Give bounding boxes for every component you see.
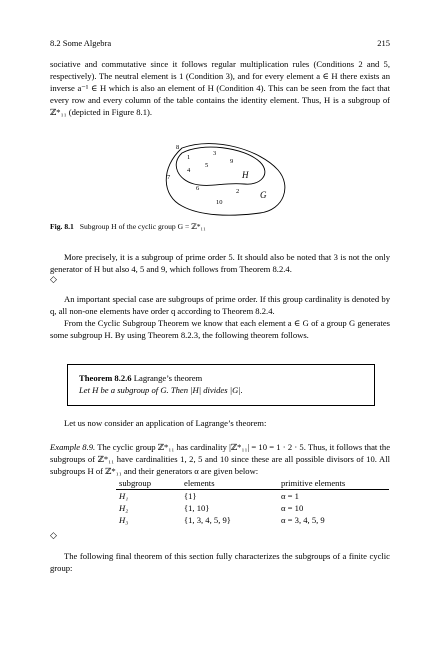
- theorem-title: [79, 372, 363, 384]
- example-text: The cyclic group ℤ*₁₁ has cardinality |ℤ*₁₁| = 10 = 1 · 2 · 5. Thus, it follows that the subgroups of ℤ*₁₁ have cardinalities 1, 2, 5 and 10 since these are all possible divisors of 10. All subgroups H of ℤ*₁₁ and their generators α are given below:: [50, 442, 391, 476]
- figure-caption-text: Subgroup H of the cyclic group G = ℤ*₁₁: [79, 222, 206, 231]
- example-paragraph: [50, 441, 390, 477]
- figure-caption: [50, 222, 206, 231]
- outer-element-10: 10: [216, 199, 223, 206]
- paragraph-1: sociative and commutative since it follows regular multiplication rules (Conditions 2 and 5, respectively). The neutral element is 1 (Condition 3), and for every element a ∈ H there exists an inverse a⁻¹ ∈ H which is also an element of H (Condition 4). This can be seen from the fact that every row and every column of the table contains the identity element. Thus, H is a subgroup of ℤ*₁₁ (depicted in Figure 8.1).: [50, 59, 390, 117]
- subgroup-label-h: H: [242, 170, 249, 180]
- inner-element-9: 9: [230, 158, 234, 165]
- outer-element-8: 8: [176, 144, 180, 151]
- outer-element-6: 6: [196, 185, 200, 192]
- theorem-statement: Let H be a subgroup of G. Then |H| divides |G|.: [79, 385, 243, 395]
- figure-caption-label: Fig. 8.1: [50, 222, 74, 231]
- end-of-example-symbol: ◇: [50, 274, 57, 284]
- table-header-primitive-elements: primitive elements: [278, 477, 389, 490]
- theorem-name: Lagrange’s theorem: [133, 373, 203, 383]
- paragraph-3: An important special case are subgroups of prime order. If this group cardinality is denoted by q, all non-one elements have order q according to Theorem 8.2.4.: [50, 294, 390, 316]
- table-header-row: [116, 477, 389, 490]
- paragraph-6: The following final theorem of this section fully characterizes the subgroups of a finite cyclic group:: [50, 551, 390, 573]
- table-cell: {1, 3, 4, 5, 9}: [184, 515, 231, 525]
- table-header-subgroup: subgroup: [116, 477, 181, 490]
- inner-element-1: 1: [187, 154, 191, 161]
- paragraph-4: From the Cyclic Subgroup Theorem we know that each element a ∈ G of a group G generates some subgroup H. By using Theorem 8.2.3, the following theorem follows.: [50, 318, 390, 340]
- inner-element-5: 5: [205, 162, 209, 169]
- section-title: 8.2 Some Algebra: [50, 38, 112, 48]
- inner-element-4: 4: [187, 167, 191, 174]
- table-cell: H₂: [119, 503, 129, 513]
- table-cell: H₃: [119, 515, 129, 525]
- paragraph-5: Let us now consider an application of Lagrange’s theorem:: [64, 418, 267, 428]
- page-number: 215: [377, 38, 390, 48]
- table-cell: α = 1: [281, 491, 299, 501]
- table-cell: α = 10: [281, 503, 304, 513]
- end-of-example-symbol-2: ◇: [50, 530, 57, 540]
- inner-element-3: 3: [213, 150, 217, 157]
- table-cell: {1}: [184, 491, 197, 501]
- group-label-g: G: [260, 190, 267, 200]
- table-cell: α = 3, 4, 5, 9: [281, 515, 325, 525]
- theorem-box: [67, 364, 375, 406]
- subgroup-table: [116, 477, 389, 526]
- table-row: [116, 502, 389, 514]
- paragraph-2: More precisely, it is a subgroup of prime order 5. It should also be noted that 3 is not the only generator of H but also 4, 5 and 9, which follows from Theorem 8.2.4.: [50, 252, 390, 274]
- outer-element-7: 7: [167, 174, 171, 181]
- outer-element-2: 2: [236, 188, 240, 195]
- table-cell: {1, 10}: [184, 503, 210, 513]
- table-cell: H₁: [119, 491, 129, 501]
- table-row: [116, 490, 389, 503]
- running-header: [50, 38, 390, 48]
- example-label: Example 8.9.: [50, 442, 96, 452]
- table-row: [116, 514, 389, 526]
- subgroup-figure: [160, 138, 290, 218]
- table-header-elements: elements: [181, 477, 278, 490]
- theorem-label: Theorem 8.2.6: [79, 373, 132, 383]
